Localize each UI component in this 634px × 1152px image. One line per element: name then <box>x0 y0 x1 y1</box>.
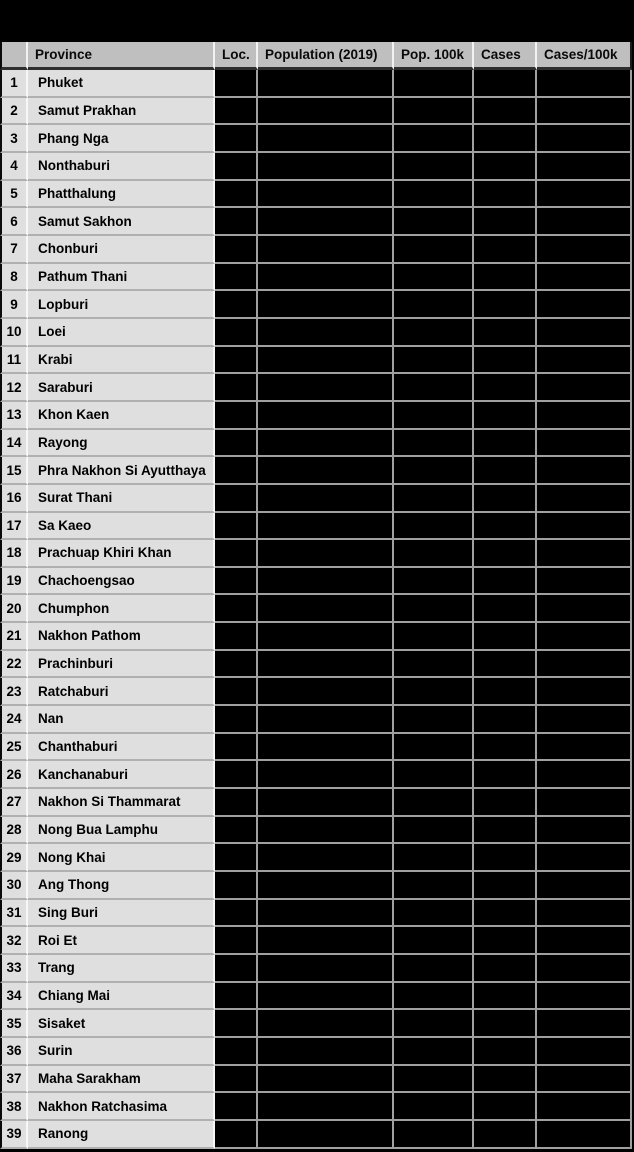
cell-cases <box>474 678 537 706</box>
cell-cases-per-100k <box>537 430 632 458</box>
cell-population <box>258 706 394 734</box>
cell-pop-100k <box>394 319 474 347</box>
cell-cases <box>474 789 537 817</box>
cell-cases-per-100k <box>537 734 632 762</box>
cell-cases-per-100k <box>537 319 632 347</box>
cell-location <box>215 1010 258 1038</box>
row-province: Saraburi <box>28 374 215 402</box>
row-rank: 9 <box>0 291 28 319</box>
cell-population <box>258 789 394 817</box>
row-province: Sa Kaeo <box>28 513 215 541</box>
cell-location <box>215 513 258 541</box>
cell-cases <box>474 568 537 596</box>
cell-pop-100k <box>394 983 474 1011</box>
cell-population <box>258 1093 394 1121</box>
cell-population <box>258 540 394 568</box>
row-rank: 34 <box>0 983 28 1011</box>
cell-cases-per-100k <box>537 70 632 98</box>
cell-cases <box>474 540 537 568</box>
cell-cases-per-100k <box>537 374 632 402</box>
row-rank: 20 <box>0 595 28 623</box>
cell-pop-100k <box>394 181 474 209</box>
cell-cases-per-100k <box>537 264 632 292</box>
cell-location <box>215 264 258 292</box>
cell-cases <box>474 125 537 153</box>
cell-location <box>215 181 258 209</box>
cell-cases <box>474 955 537 983</box>
cell-population <box>258 955 394 983</box>
row-rank: 32 <box>0 927 28 955</box>
row-rank: 12 <box>0 374 28 402</box>
row-rank: 11 <box>0 347 28 375</box>
cell-location <box>215 900 258 928</box>
cell-cases-per-100k <box>537 761 632 789</box>
cell-cases-per-100k <box>537 817 632 845</box>
cell-cases-per-100k <box>537 1121 632 1149</box>
row-province: Samut Prakhan <box>28 98 215 126</box>
cell-pop-100k <box>394 900 474 928</box>
cell-population <box>258 374 394 402</box>
table-grid <box>0 42 632 1149</box>
row-province: Loei <box>28 319 215 347</box>
header-pop-100k: Pop. 100k <box>394 42 474 70</box>
cell-pop-100k <box>394 844 474 872</box>
cell-cases <box>474 927 537 955</box>
cell-cases <box>474 153 537 181</box>
cell-cases <box>474 98 537 126</box>
row-province: Surat Thani <box>28 485 215 513</box>
cell-pop-100k <box>394 817 474 845</box>
cell-cases <box>474 1066 537 1094</box>
cell-pop-100k <box>394 1010 474 1038</box>
cell-cases <box>474 457 537 485</box>
header-province: Province <box>28 42 215 70</box>
row-rank: 36 <box>0 1038 28 1066</box>
cell-population <box>258 844 394 872</box>
cell-population <box>258 678 394 706</box>
cell-pop-100k <box>394 264 474 292</box>
cell-cases-per-100k <box>537 789 632 817</box>
cell-pop-100k <box>394 623 474 651</box>
cell-pop-100k <box>394 955 474 983</box>
cell-pop-100k <box>394 1121 474 1149</box>
cell-population <box>258 264 394 292</box>
header-rank <box>0 42 28 70</box>
cell-cases <box>474 347 537 375</box>
cell-location <box>215 651 258 679</box>
cell-location <box>215 402 258 430</box>
cell-cases-per-100k <box>537 402 632 430</box>
cell-location <box>215 485 258 513</box>
cell-population <box>258 153 394 181</box>
cell-location <box>215 789 258 817</box>
cell-population <box>258 983 394 1011</box>
cell-pop-100k <box>394 734 474 762</box>
cell-cases <box>474 844 537 872</box>
cell-cases <box>474 236 537 264</box>
cell-cases <box>474 181 537 209</box>
cell-location <box>215 1038 258 1066</box>
cell-population <box>258 291 394 319</box>
cell-cases <box>474 1010 537 1038</box>
cell-population <box>258 568 394 596</box>
cell-cases <box>474 402 537 430</box>
row-province: Kanchanaburi <box>28 761 215 789</box>
cell-cases <box>474 513 537 541</box>
cell-pop-100k <box>394 706 474 734</box>
row-rank: 17 <box>0 513 28 541</box>
cell-pop-100k <box>394 208 474 236</box>
cell-location <box>215 319 258 347</box>
cell-cases <box>474 291 537 319</box>
cell-population <box>258 817 394 845</box>
cell-location <box>215 374 258 402</box>
row-province: Maha Sarakham <box>28 1066 215 1094</box>
cell-cases <box>474 983 537 1011</box>
cell-pop-100k <box>394 1066 474 1094</box>
cell-location <box>215 623 258 651</box>
cell-location <box>215 1093 258 1121</box>
cell-population <box>258 872 394 900</box>
cell-population <box>258 900 394 928</box>
cell-cases <box>474 761 537 789</box>
cell-cases-per-100k <box>537 955 632 983</box>
row-province: Chanthaburi <box>28 734 215 762</box>
cell-cases-per-100k <box>537 651 632 679</box>
cell-cases-per-100k <box>537 291 632 319</box>
cell-population <box>258 1038 394 1066</box>
cell-location <box>215 457 258 485</box>
row-province: Roi Et <box>28 927 215 955</box>
cell-pop-100k <box>394 347 474 375</box>
row-rank: 14 <box>0 430 28 458</box>
cell-population <box>258 70 394 98</box>
row-province: Phatthalung <box>28 181 215 209</box>
row-province: Pathum Thani <box>28 264 215 292</box>
cell-cases-per-100k <box>537 595 632 623</box>
header-cases-per-100k: Cases/100k <box>537 42 632 70</box>
cell-pop-100k <box>394 1093 474 1121</box>
row-rank: 25 <box>0 734 28 762</box>
header-cases: Cases <box>474 42 537 70</box>
row-rank: 19 <box>0 568 28 596</box>
row-province: Ratchaburi <box>28 678 215 706</box>
cell-pop-100k <box>394 540 474 568</box>
row-rank: 28 <box>0 817 28 845</box>
row-rank: 3 <box>0 125 28 153</box>
row-province: Samut Sakhon <box>28 208 215 236</box>
cell-population <box>258 761 394 789</box>
row-province: Chachoengsao <box>28 568 215 596</box>
cell-location <box>215 844 258 872</box>
cell-location <box>215 678 258 706</box>
row-rank: 24 <box>0 706 28 734</box>
cell-cases <box>474 319 537 347</box>
cell-pop-100k <box>394 485 474 513</box>
cell-population <box>258 1066 394 1094</box>
cell-population <box>258 125 394 153</box>
cell-cases-per-100k <box>537 1093 632 1121</box>
row-rank: 5 <box>0 181 28 209</box>
cell-population <box>258 181 394 209</box>
cell-pop-100k <box>394 374 474 402</box>
cell-cases-per-100k <box>537 872 632 900</box>
cell-location <box>215 734 258 762</box>
row-rank: 2 <box>0 98 28 126</box>
cell-population <box>258 319 394 347</box>
cell-cases <box>474 872 537 900</box>
row-rank: 37 <box>0 1066 28 1094</box>
cell-pop-100k <box>394 568 474 596</box>
row-province: Lopburi <box>28 291 215 319</box>
cell-pop-100k <box>394 291 474 319</box>
cell-population <box>258 1121 394 1149</box>
cell-pop-100k <box>394 402 474 430</box>
row-province: Sisaket <box>28 1010 215 1038</box>
cell-population <box>258 485 394 513</box>
cell-location <box>215 98 258 126</box>
cell-cases-per-100k <box>537 568 632 596</box>
cell-pop-100k <box>394 236 474 264</box>
cell-cases <box>474 70 537 98</box>
row-province: Chiang Mai <box>28 983 215 1011</box>
cell-pop-100k <box>394 595 474 623</box>
cell-location <box>215 568 258 596</box>
row-rank: 29 <box>0 844 28 872</box>
row-province: Ranong <box>28 1121 215 1149</box>
cell-cases-per-100k <box>537 208 632 236</box>
cell-pop-100k <box>394 430 474 458</box>
cell-location <box>215 761 258 789</box>
row-rank: 6 <box>0 208 28 236</box>
row-rank: 30 <box>0 872 28 900</box>
cell-cases-per-100k <box>537 513 632 541</box>
cell-cases-per-100k <box>537 1038 632 1066</box>
header-population: Population (2019) <box>258 42 394 70</box>
row-rank: 22 <box>0 651 28 679</box>
cell-location <box>215 955 258 983</box>
cell-pop-100k <box>394 457 474 485</box>
row-rank: 4 <box>0 153 28 181</box>
row-rank: 39 <box>0 1121 28 1149</box>
cell-cases <box>474 706 537 734</box>
row-rank: 26 <box>0 761 28 789</box>
cell-cases-per-100k <box>537 900 632 928</box>
cell-location <box>215 125 258 153</box>
cell-location <box>215 153 258 181</box>
cell-location <box>215 983 258 1011</box>
cell-cases-per-100k <box>537 678 632 706</box>
cell-cases <box>474 1038 537 1066</box>
cell-cases-per-100k <box>537 181 632 209</box>
cell-pop-100k <box>394 153 474 181</box>
cell-cases-per-100k <box>537 485 632 513</box>
row-province: Nan <box>28 706 215 734</box>
cell-pop-100k <box>394 98 474 126</box>
cell-cases <box>474 623 537 651</box>
row-rank: 31 <box>0 900 28 928</box>
cell-cases-per-100k <box>537 1010 632 1038</box>
cell-population <box>258 651 394 679</box>
cell-cases <box>474 485 537 513</box>
row-province: Khon Kaen <box>28 402 215 430</box>
cell-cases <box>474 264 537 292</box>
cell-cases <box>474 900 537 928</box>
cell-cases <box>474 208 537 236</box>
cell-pop-100k <box>394 872 474 900</box>
row-province: Krabi <box>28 347 215 375</box>
cell-population <box>258 1010 394 1038</box>
row-province: Sing Buri <box>28 900 215 928</box>
row-rank: 16 <box>0 485 28 513</box>
row-province: Nakhon Ratchasima <box>28 1093 215 1121</box>
row-rank: 23 <box>0 678 28 706</box>
cell-location <box>215 595 258 623</box>
cell-population <box>258 236 394 264</box>
row-province: Trang <box>28 955 215 983</box>
cell-location <box>215 1121 258 1149</box>
row-rank: 35 <box>0 1010 28 1038</box>
cell-cases-per-100k <box>537 927 632 955</box>
row-province: Nonthaburi <box>28 153 215 181</box>
cell-cases <box>474 1121 537 1149</box>
cell-cases-per-100k <box>537 540 632 568</box>
cell-pop-100k <box>394 789 474 817</box>
cell-pop-100k <box>394 70 474 98</box>
cell-location <box>215 236 258 264</box>
header-location: Loc. <box>215 42 258 70</box>
cell-population <box>258 402 394 430</box>
row-rank: 7 <box>0 236 28 264</box>
cell-pop-100k <box>394 761 474 789</box>
row-rank: 8 <box>0 264 28 292</box>
cell-location <box>215 872 258 900</box>
row-rank: 15 <box>0 457 28 485</box>
row-province: Nong Bua Lamphu <box>28 817 215 845</box>
row-rank: 27 <box>0 789 28 817</box>
cell-population <box>258 513 394 541</box>
cell-location <box>215 706 258 734</box>
row-rank: 18 <box>0 540 28 568</box>
cell-cases-per-100k <box>537 98 632 126</box>
cell-pop-100k <box>394 651 474 679</box>
cell-population <box>258 927 394 955</box>
cell-cases-per-100k <box>537 347 632 375</box>
cell-cases-per-100k <box>537 236 632 264</box>
cell-cases <box>474 595 537 623</box>
cell-pop-100k <box>394 678 474 706</box>
cell-location <box>215 540 258 568</box>
cell-population <box>258 595 394 623</box>
row-province: Rayong <box>28 430 215 458</box>
cell-pop-100k <box>394 927 474 955</box>
cell-cases-per-100k <box>537 1066 632 1094</box>
cell-cases <box>474 817 537 845</box>
cell-location <box>215 70 258 98</box>
cell-cases-per-100k <box>537 457 632 485</box>
cell-location <box>215 927 258 955</box>
row-province: Chonburi <box>28 236 215 264</box>
cell-cases-per-100k <box>537 153 632 181</box>
province-cases-table <box>0 42 634 1149</box>
row-province: Prachinburi <box>28 651 215 679</box>
row-rank: 1 <box>0 70 28 98</box>
cell-cases-per-100k <box>537 706 632 734</box>
cell-population <box>258 734 394 762</box>
row-province: Phang Nga <box>28 125 215 153</box>
row-province: Nakhon Pathom <box>28 623 215 651</box>
row-rank: 13 <box>0 402 28 430</box>
cell-pop-100k <box>394 1038 474 1066</box>
cell-population <box>258 430 394 458</box>
cell-cases <box>474 651 537 679</box>
cell-pop-100k <box>394 125 474 153</box>
cell-population <box>258 623 394 651</box>
cell-location <box>215 291 258 319</box>
cell-cases-per-100k <box>537 844 632 872</box>
row-province: Surin <box>28 1038 215 1066</box>
cell-cases-per-100k <box>537 125 632 153</box>
cell-location <box>215 208 258 236</box>
cell-cases-per-100k <box>537 623 632 651</box>
cell-population <box>258 208 394 236</box>
row-rank: 33 <box>0 955 28 983</box>
row-rank: 10 <box>0 319 28 347</box>
cell-cases-per-100k <box>537 983 632 1011</box>
cell-location <box>215 347 258 375</box>
cell-population <box>258 347 394 375</box>
cell-location <box>215 430 258 458</box>
cell-population <box>258 457 394 485</box>
row-province: Ang Thong <box>28 872 215 900</box>
row-province: Nong Khai <box>28 844 215 872</box>
row-rank: 38 <box>0 1093 28 1121</box>
cell-location <box>215 1066 258 1094</box>
cell-cases <box>474 430 537 458</box>
cell-cases <box>474 1093 537 1121</box>
row-province: Prachuap Khiri Khan <box>28 540 215 568</box>
cell-cases <box>474 374 537 402</box>
row-rank: 21 <box>0 623 28 651</box>
cell-cases <box>474 734 537 762</box>
row-province: Nakhon Si Thammarat <box>28 789 215 817</box>
row-province: Phuket <box>28 70 215 98</box>
cell-pop-100k <box>394 513 474 541</box>
cell-population <box>258 98 394 126</box>
row-province: Chumphon <box>28 595 215 623</box>
cell-location <box>215 817 258 845</box>
row-province: Phra Nakhon Si Ayutthaya <box>28 457 215 485</box>
